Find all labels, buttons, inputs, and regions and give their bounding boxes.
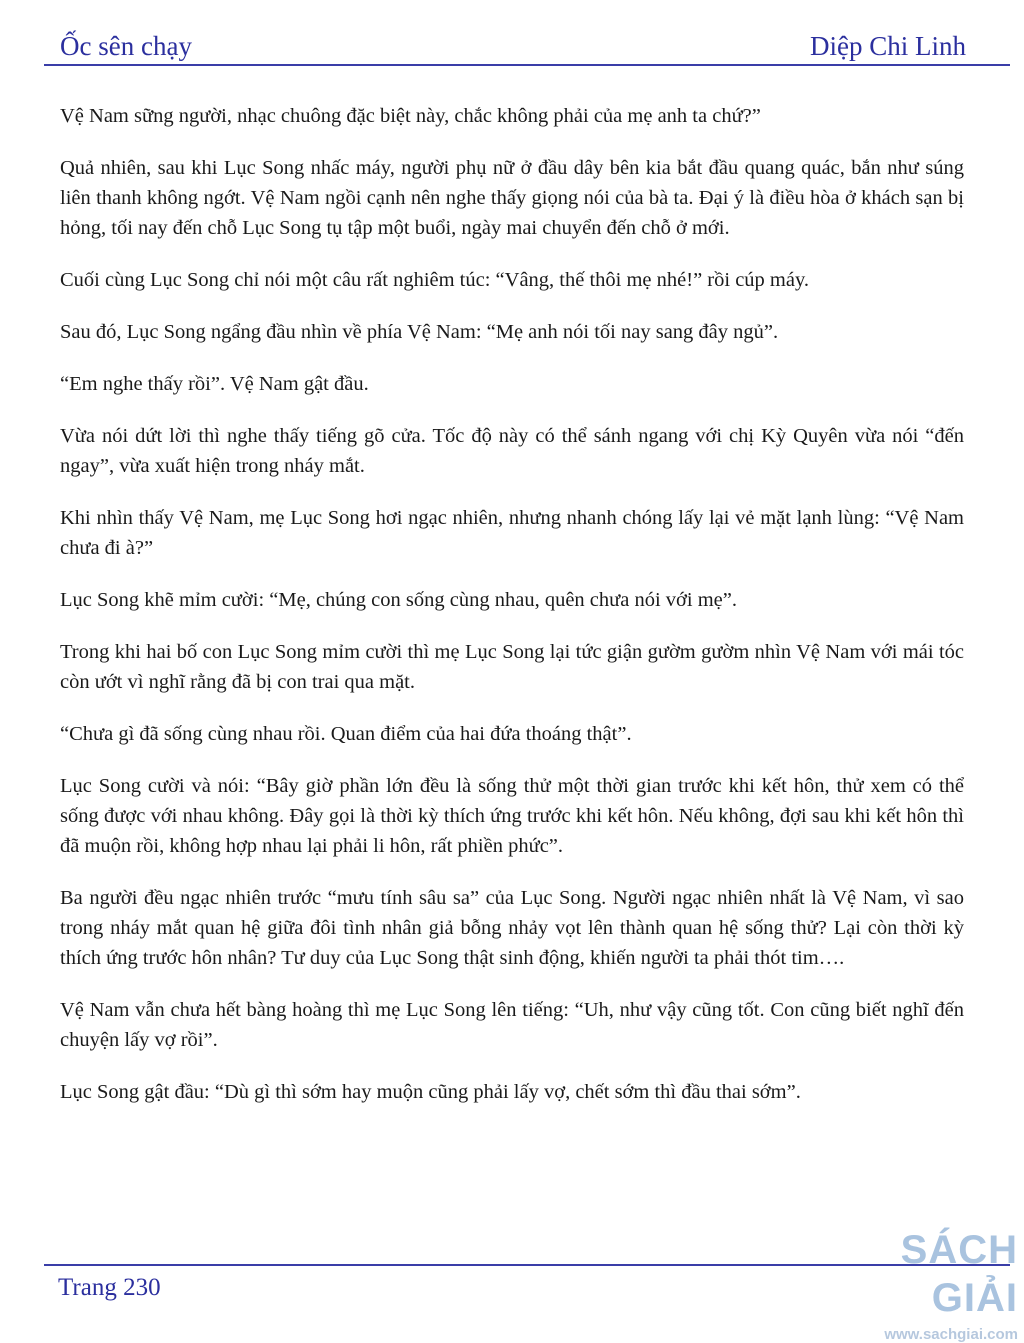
- paragraph: Cuối cùng Lục Song chỉ nói một câu rất nghiêm túc: “Vâng, thế thôi mẹ nhé!” rồi cúp máy.: [60, 269, 810, 291]
- paragraph: Trong khi hai bố con Lục Song mỉm cười thì mẹ Lục Song lại tức giận gườm gườm nhìn Vệ Nam với mái tóc còn ướt vì nghĩ rằng đã bị con trai qua mặt.: [60, 641, 964, 693]
- watermark-logo: SÁCH GIẢI: [900, 1228, 1018, 1320]
- watermark: [808, 1226, 1018, 1343]
- paragraph: Quả nhiên, sau khi Lục Song nhấc máy, người phụ nữ ở đầu dây bên kia bắt đầu quang quác, bắn như súng liên thanh không ngớt. Vệ Nam ngồi cạnh nên nghe thấy giọng nói của bà ta. Đại ý là điều hòa ở khách sạn bị hỏng, tối nay đến chỗ Lục Song tụ tập một buổi, ngày mai chuyển đến chỗ ở mới.: [60, 157, 964, 239]
- watermark-url: www.sachgiai.com: [884, 1326, 1018, 1343]
- page-header: [60, 22, 966, 62]
- paragraph: “Chưa gì đã sống cùng nhau rồi. Quan điểm của hai đứa thoáng thật”.: [60, 723, 632, 745]
- paragraph: Lục Song cười và nói: “Bây giờ phần lớn đều là sống thử một thời gian trước khi kết hôn, thử xem có thể sống được với nhau không. Đây gọi là thời kỳ thích ứng trước khi kết hôn. Nếu không, đợi sau khi kết hôn thì đã muộn rồi, không hợp nhau lại phải li hôn, rất phiền phức”.: [60, 775, 964, 857]
- paragraph: Vệ Nam vẫn chưa hết bàng hoàng thì mẹ Lục Song lên tiếng: “Uh, như vậy cũng tốt. Con cũng biết nghĩ đến chuyện lấy vợ rồi”.: [60, 999, 964, 1051]
- paragraph: Khi nhìn thấy Vệ Nam, mẹ Lục Song hơi ngạc nhiên, nhưng nhanh chóng lấy lại vẻ mặt lạnh lùng: “Vệ Nam chưa đi à?”: [60, 507, 964, 559]
- paragraph: “Em nghe thấy rồi”. Vệ Nam gật đầu.: [60, 373, 369, 395]
- book-title: Ốc sên chạy: [60, 31, 192, 61]
- header-divider: [44, 64, 1010, 66]
- paragraph: Lục Song gật đầu: “Dù gì thì sớm hay muộn cũng phải lấy vợ, chết sớm thì đầu thai sớm”.: [60, 1081, 801, 1103]
- paragraph: Sau đó, Lục Song ngẩng đầu nhìn về phía Vệ Nam: “Mẹ anh nói tối nay sang đây ngủ”.: [60, 321, 779, 343]
- paragraph: Ba người đều ngạc nhiên trước “mưu tính sâu sa” của Lục Song. Người ngạc nhiên nhất là Vệ Nam, vì sao trong nháy mắt quan hệ giữa đôi tình nhân giả bỗng nhảy vọt lên thành quan hệ sống thử? Lại còn thời kỳ thích ứng trước hôn nhân? Tư duy của Lục Song thật sinh động, khiến người ta phải thót tim….: [60, 887, 964, 969]
- paragraph: Vừa nói dứt lời thì nghe thấy tiếng gõ cửa. Tốc độ này có thể sánh ngang với chị Kỳ Quyên vừa nói “đến ngay”, vừa xuất hiện trong nháy mắt.: [60, 425, 964, 477]
- author-name: Diệp Chi Linh: [810, 31, 966, 61]
- paragraph: Lục Song khẽ mỉm cười: “Mẹ, chúng con sống cùng nhau, quên chưa nói với mẹ”.: [60, 589, 737, 611]
- page-number: Trang 230: [58, 1274, 161, 1301]
- paragraph: Vệ Nam sững người, nhạc chuông đặc biệt này, chắc không phải của mẹ anh ta chứ?”: [60, 105, 761, 127]
- page-body: [60, 101, 964, 1129]
